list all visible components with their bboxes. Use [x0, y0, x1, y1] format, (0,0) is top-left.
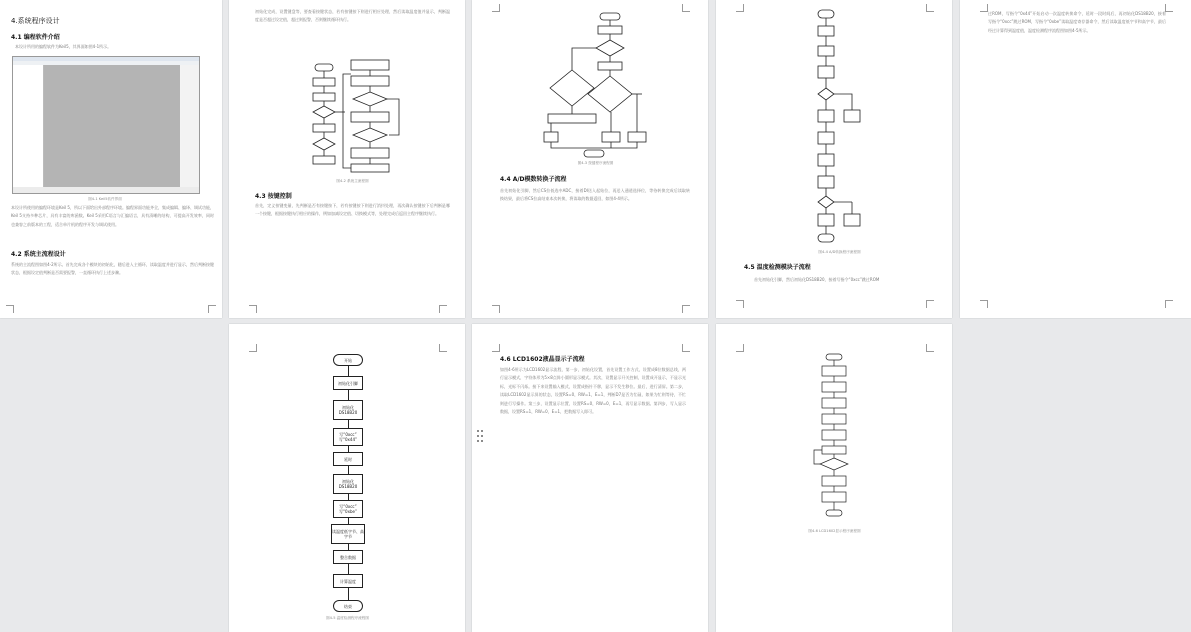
doc-page-8 — [716, 324, 952, 632]
keil-screenshot — [12, 56, 200, 194]
section-heading-4-2: 4.2 系统主流程设计 — [11, 251, 66, 258]
doc-page-4 — [716, 0, 952, 318]
section-body: 首先初始化引脚，然后初始化DS18B20，接着写指令“0xcc”跳过ROM — [754, 277, 880, 282]
crop-mark — [439, 305, 447, 313]
crop-mark — [926, 344, 934, 352]
flow-step: 初始化DS18B20 — [333, 474, 363, 494]
crop-mark — [736, 344, 744, 352]
crop-mark — [492, 4, 500, 12]
main-flowchart — [295, 58, 405, 176]
crop-mark — [682, 4, 690, 12]
flow-step: 初始化引脚 — [333, 376, 363, 390]
crop-mark — [492, 305, 500, 313]
doc-page-1 — [0, 0, 222, 318]
crop-mark — [1165, 300, 1173, 308]
flow-step: 计算温度 — [333, 574, 363, 588]
crop-mark — [736, 4, 744, 12]
screenshot-project-pane — [13, 65, 44, 187]
section-intro: 本设计所用的编程软件为Keil5，其界面如图4-1所示。 — [15, 44, 112, 49]
flow-step: 整合数据 — [333, 550, 363, 564]
figure-caption: 图4-3 按键程序流程图 — [577, 161, 614, 165]
flow-step: 初始化DS18B20 — [333, 400, 363, 420]
section-body: 系统的主流程图如图4-2所示。首先完成各个模块的初始化，随后进入主循环，读取温度并进行显示，然后判断按键状态，根据设定值判断是否需要报警，一直循环执行上述步骤。 — [11, 262, 214, 276]
section-heading-4-4: 4.4 A/D模数转换子流程 — [500, 176, 567, 183]
figure-caption: 图4-2 系统主流程图 — [336, 179, 369, 183]
screenshot-editor-area — [44, 65, 180, 187]
flow-step: 读温度低字节、高字节 — [331, 524, 365, 544]
doc-page-5 — [960, 0, 1191, 318]
flow-step: 写“0xcc” 写“0x44” — [333, 428, 363, 446]
section-heading-4-1: 4.1 编程软件介绍 — [11, 34, 60, 41]
doc-page-3 — [472, 0, 708, 318]
figure-caption: 图4-6 LCD1602显示程序流程图 — [808, 529, 861, 533]
crop-mark — [682, 305, 690, 313]
drag-handle-icon[interactable] — [477, 430, 485, 442]
doc-page-6 — [229, 324, 465, 632]
crop-mark — [926, 300, 934, 308]
section-body: 如图4-6所示为LCD1602显示流程，第一步，初始化设置，首先设置工作方式，设置成8位数据总线，两行显示模式，字符体形为5×8点阵小圆形显示模式。其次，设置显示开关控制，设置成开显示，不显示光标，光标不闪烁。接下来设置输入模式，设置成指针不移，显示不发生移位。最后，进行清屏。第二步，读取LCD1602显示屏的状态，设置RS=0，RW=1，E=1，判断D7是否为忙碌，如果为忙则等待，不忙则进行写操作。第三步，设置显示位置，设置RS=0，RW=0，E=1，再写显示数据。第四步，写入显示数据，设置RS=1，RW=0，E=1，把数据写入即可。 — [500, 367, 686, 415]
figure-caption: 图4-4 A/D转换程序流程图 — [818, 250, 861, 254]
figure-caption: 图4-5 温度检测程序流程图 — [326, 616, 369, 620]
section-body: 首先，定义按键变量，先判断是否有按键按下，若有按键按下则进行消抖处理，再次确认按键按下后判断是哪一个按键，根据按键执行相应的操作，例如加减设定值、切换模式等，处理完成后返回主程序继续执行。 — [255, 203, 450, 217]
figure-caption: 图4-1 Keil5软件界面 — [88, 197, 122, 201]
flow-start: 开始 — [333, 354, 363, 366]
section-heading-4-5: 4.5 温度检测模块子流程 — [744, 264, 811, 271]
doc-page-7 — [472, 324, 708, 632]
section-body: 首先初始化引脚，然后CS拉低选中ADC，接着DI送入起始位，再送入通道选择位，等待转换完成后读取转换结果，最后将CS拉高结束本次转换，将读取的数据返回，如图4-4所示。 — [500, 188, 690, 202]
flow-step: 写“0xcc” 写“0xbe” — [333, 500, 363, 518]
page-body-text: 过ROM，写指令“0x44”开始启动一次温度转换命令，延时一段时间后，再初始化DS18B20，接着写指令“0xcc”跳过ROM，写指令“0xbe”读取温度寄存器命令，然后读取温度低字节和高字节，最后经过计算得到温度值，温度检测程序流程图如图4-5所示。 — [988, 11, 1166, 33]
section-body: 本设计所使用的编程环境是Keil 5，所以下面给出外部程序环境。编程界面功能齐全，集成编辑、编译、调试功能，Keil 5支持多种芯片，具有丰富的库函数。Keil 5采用C语言与汇编语言，具有清晰的结构，可提高开发效率，同时也兼容之前版本的工程，适合单片机的程序开发与调试使用。 — [11, 205, 214, 227]
screenshot-side-pane — [181, 65, 199, 187]
crop-mark — [439, 344, 447, 352]
doc-page-2 — [229, 0, 465, 318]
screenshot-statusbar — [13, 187, 199, 193]
crop-mark — [208, 305, 216, 313]
crop-mark — [6, 305, 14, 313]
crop-mark — [980, 4, 988, 12]
crop-mark — [1165, 4, 1173, 12]
chapter-heading: 4.系统程序设计 — [11, 17, 60, 25]
page-body-text: 初始化完成，设置键盘等，要查看按键状态，若有按键按下则进行相应处理，然后读取温度值并显示，判断温度是否超过设定值，超过则报警，否则继续循环执行。 — [255, 9, 450, 23]
lcd-flowchart — [812, 352, 856, 524]
crop-mark — [249, 305, 257, 313]
flow-end: 结束 — [333, 600, 363, 612]
crop-mark — [682, 344, 690, 352]
key-flowchart — [532, 10, 652, 158]
crop-mark — [249, 344, 257, 352]
crop-mark — [492, 344, 500, 352]
adc-flowchart — [808, 8, 868, 248]
crop-mark — [926, 4, 934, 12]
section-heading-4-6: 4.6 LCD1602液晶显示子流程 — [500, 356, 585, 363]
crop-mark — [980, 300, 988, 308]
crop-mark — [736, 300, 744, 308]
flow-step: 延时 — [333, 452, 363, 466]
section-heading-4-3: 4.3 按键控制 — [255, 193, 292, 200]
